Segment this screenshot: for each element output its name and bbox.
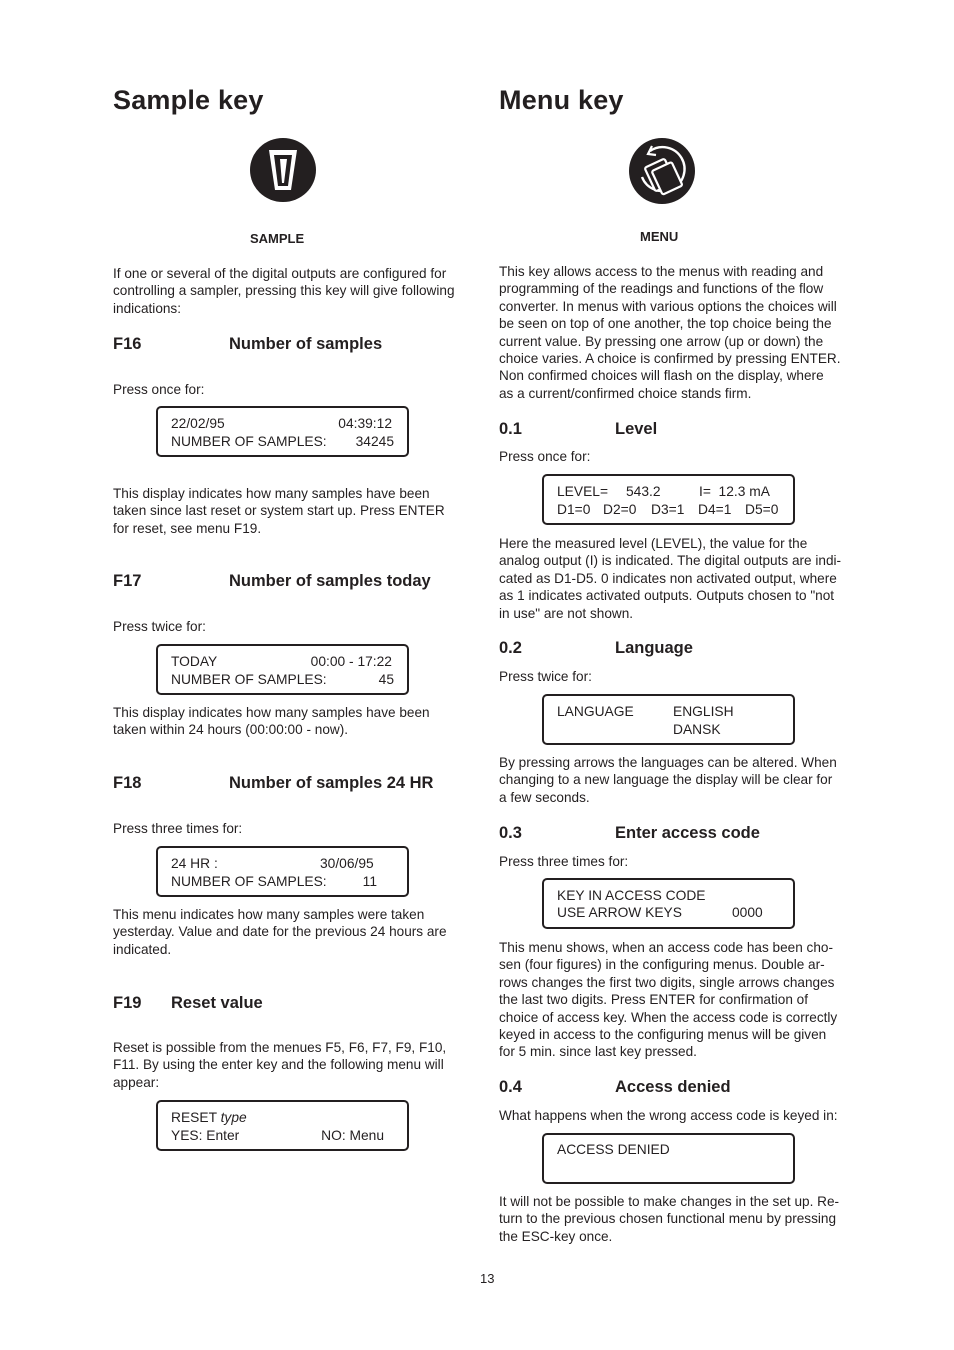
display-text: ACCESS DENIED [557,1142,670,1157]
f16-code: F16 [113,335,142,353]
sample-key-title: Sample key [113,85,264,115]
f17-press-text: Press twice for: [113,619,206,634]
s02-heading: Language [615,639,693,657]
menu-key-title: Menu key [499,85,624,115]
f16-press-text: Press once for: [113,382,205,397]
s02-display [542,694,795,745]
display-text: TODAY [171,654,218,669]
f17-code: F17 [113,572,142,590]
display-text: 04:39:12 [338,416,392,431]
s02-code: 0.2 [499,639,522,657]
display-text: I= 12.3 mA [699,484,770,499]
f18-description: This menu indicates how many samples were taken yesterday. Value and date for the previous 24 hours are indicated. [113,907,447,957]
f18-display [156,846,409,897]
f16-display [156,406,409,457]
display-text: USE ARROW KEYS [557,905,682,920]
s01-press-text: Press once for: [499,449,591,464]
s04-description: It will not be possible to make changes in the set up. Re- turn to the previous chosen functional menu by pressing the ESC-key once. [499,1194,840,1244]
display-text: ENGLISH [673,704,734,719]
sample-key-caption: SAMPLE [250,231,305,246]
display-text: D3=1 [651,502,685,517]
s02-press-text: Press twice for: [499,669,592,684]
sample-intro: If one or several of the digital outputs are configured for controlling a sampler, pressing this key will give following indications: [113,266,455,316]
display-text: 543.2 [626,484,661,499]
display-text: NUMBER OF SAMPLES: [171,874,327,889]
sample-key-icon [249,137,317,203]
display-text: 30/06/95 [320,856,374,871]
display-text: 45 [378,672,394,687]
display-text: NUMBER OF SAMPLES: [171,434,327,449]
s04-press-text: What happens when the wrong access code is keyed in: [499,1108,838,1123]
f16-description: This display indicates how many samples have been taken since last reset or system start up. Press ENTER for reset, see menu F19. [113,486,445,536]
s01-heading: Level [615,420,658,438]
display-text: NUMBER OF SAMPLES: [171,672,327,687]
s04-display [542,1133,795,1184]
display-text: D5=0 [745,502,779,517]
display-text: 24 HR : [171,856,218,871]
f17-heading: Number of samples today [229,572,431,590]
s03-press-text: Press three times for: [499,854,629,869]
s01-description: Here the measured level (LEVEL), the value for the analog output (I) is indicated. The digital outputs are indi- cated as D1-D5. 0 indicates non activated output, where as 1 indicates activated outputs. Outputs chosen to "not in use" are not shown. [499,536,842,621]
s04-code: 0.4 [499,1078,522,1096]
s03-heading: Enter access code [615,824,760,842]
display-text: 00:00 - 17:22 [310,654,392,669]
display-text: RESET type [171,1110,247,1125]
s03-display [542,878,795,929]
display-text: YES: Enter [171,1128,240,1143]
f18-press-text: Press three times for: [113,821,243,836]
s01-code: 0.1 [499,420,522,438]
display-text: NO: Menu [321,1128,384,1143]
display-text: 22/02/95 [171,416,225,431]
f19-heading: Reset value [171,994,263,1012]
f18-code: F18 [113,774,142,792]
f16-heading: Number of samples [229,335,383,353]
display-text: KEY IN ACCESS CODE [557,888,706,903]
page-number: 13 [480,1271,495,1286]
f18-heading: Number of samples 24 HR [229,774,434,792]
menu-intro: This key allows access to the menus with reading and programming of the readings and functions of the flow converter. In menus with various options the choices will be seen on top of one another, the top choice being the current value. By pressing one arrow (up or down) the choice varies. A choice is confirmed by pressing ENTER. Non confirmed choices will flash on the display, where as a current/confirmed choice stands firm. [499,264,841,401]
display-text: 11 [362,874,377,889]
f17-description: This display indicates how many samples have been taken within 24 hours (00:00:00 - now). [113,705,430,738]
f19-code: F19 [113,994,142,1012]
s03-description: This menu shows, when an access code has been cho- sen (four figures) in the configuring menus. Double ar- rows changes the first two digits, single arrows changes the last two digits. Press ENTER for confirmation of choice of access key. When the access code is correctly keyed in access to the configuring menus will be given for 5 min. since last key pressed. [499,940,838,1060]
display-text: D2=0 [603,502,637,517]
display-text: 34245 [355,434,394,449]
display-text: D4=1 [698,502,732,517]
s03-code: 0.3 [499,824,522,842]
s01-display [542,474,795,525]
f17-display [156,644,409,695]
menu-key-icon [628,137,696,205]
display-text: DANSK [673,722,721,737]
display-text: 0000 [732,905,763,920]
s02-description: By pressing arrows the languages can be altered. When changing to a new language the display will be clear for a few seconds. [499,755,837,805]
display-text: LANGUAGE [557,704,634,719]
f19-description: Reset is possible from the menues F5, F6, F7, F9, F10, F11. By using the enter key and the following menu will appear: [113,1040,447,1090]
display-text: LEVEL= [557,484,609,499]
f19-display [156,1100,409,1151]
s04-heading: Access denied [615,1078,731,1096]
display-text: D1=0 [557,502,591,517]
menu-key-caption: MENU [640,229,679,244]
